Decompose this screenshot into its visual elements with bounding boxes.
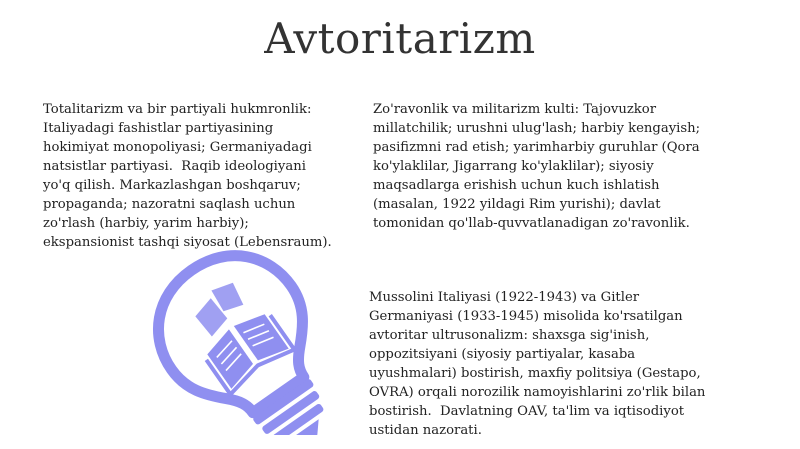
text-line: ko'ylaklilar, Jigarrang ko'ylaklilar); siyosiy [373,159,654,174]
text-line: yo'q qilish. Markazlashgan boshqaruv; [43,178,301,193]
slide-title: Avtoritarizm [264,14,536,63]
text-line: Zo'ravonlik va militarizm kulti: Tajovuzkor [373,102,657,117]
text-line: oppozitsiyani (siyosiy partiyalar, kasaba [369,347,636,362]
text-line: Germaniyasi (1933-1945) misolida ko'rsatilgan [369,309,683,324]
text-line: zo'rlash (harbiy, yarim harbiy); [43,216,249,231]
lightbulb-book-icon [145,245,330,435]
text-line: bostirish. Davlatning OAV, ta'lim va iqtisodiyot [369,404,685,419]
text-line: (masalan, 1922 yildagi Rim yurishi); davlat [373,197,661,212]
text-line: avtoritar ultrusonalizm: shaxsga sig'inish, [369,328,650,343]
text-block-militarism [373,100,748,233]
text-line: millatchilik; urushni ulug'lash; harbiy kengayish; [373,121,701,136]
text-line: pasifizmni rad etish; yarimharbiy guruhlar (Qora [373,140,700,155]
text-line: uyushmalari) bostirish, maxfiy politsiya (Gestapo, [369,366,701,381]
text-line: Italiyadagi fashistlar partiyasining [43,121,274,136]
text-block-totalitarianism [43,100,358,252]
text-line: Mussolini Italiyasi (1922-1943) va Gitler [369,290,640,305]
text-line: maqsadlarga erishish uchun kuch ishlatish [373,178,660,193]
text-line: natsistlar partiyasi. Raqib ideologiyani [43,159,306,174]
text-block-examples [369,288,744,440]
text-line: Totalitarizm va bir partiyali hukmronlik: [43,102,312,117]
text-line: tomonidan qo'llab-quvvatlanadigan zo'ravonlik. [373,216,690,231]
text-line: hokimiyat monopoliyasi; Germaniyadagi [43,140,312,155]
text-line: propaganda; nazoratni saqlash uchun [43,197,296,212]
text-line: OVRA) orqali norozilik namoyishlarini zo'rlik bilan [369,385,706,400]
text-line: ustidan nazorati. [369,423,482,438]
text-line: ekspansionist tashqi siyosat (Lebensraum). [43,235,332,250]
